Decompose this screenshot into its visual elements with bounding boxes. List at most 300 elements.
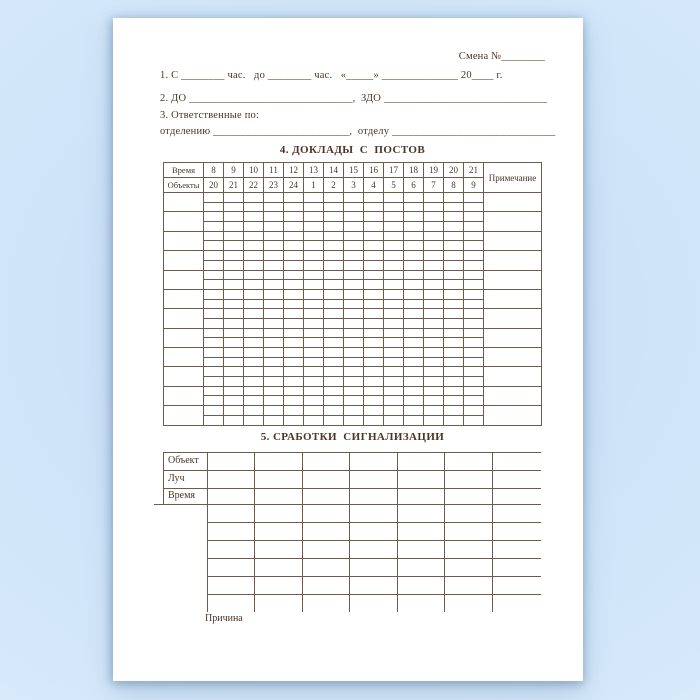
hour-cell (464, 415, 484, 425)
hour-cell (224, 270, 244, 280)
hour-cell (344, 328, 364, 338)
hour-cell (204, 289, 224, 299)
hour-cell (264, 270, 284, 280)
hour-cell (224, 386, 244, 396)
hour-cell (324, 318, 344, 328)
hour-bottom-header: 21 (224, 178, 244, 193)
hour-bottom-header: 22 (244, 178, 264, 193)
note-cell (484, 328, 542, 347)
hour-cell (444, 348, 464, 358)
note-cell (484, 386, 542, 405)
hour-top-header: 17 (384, 163, 404, 178)
hour-cell (384, 406, 404, 416)
hour-cell (344, 415, 364, 425)
hour-cell (464, 367, 484, 377)
hour-cell (444, 231, 464, 241)
hour-cell (304, 396, 324, 406)
hour-bottom-header: 5 (384, 178, 404, 193)
hour-cell (264, 222, 284, 232)
hour-cell (384, 270, 404, 280)
hour-top-header: 8 (204, 163, 224, 178)
hour-cell (384, 338, 404, 348)
hour-cell (204, 328, 224, 338)
hour-cell (464, 231, 484, 241)
hour-cell (264, 338, 284, 348)
hour-cell (424, 396, 444, 406)
grid-line (207, 558, 541, 559)
hour-cell (204, 318, 224, 328)
hour-cell (424, 357, 444, 367)
hour-cell (224, 328, 244, 338)
note-cell (484, 212, 542, 231)
hour-cell (264, 202, 284, 212)
hour-cell (304, 328, 324, 338)
hour-cell (404, 231, 424, 241)
hour-cell (344, 241, 364, 251)
hour-cell (384, 280, 404, 290)
hour-cell (464, 251, 484, 261)
hour-cell (224, 348, 244, 358)
form-line-do-zdo: 2. ДО ______________________________, ЗДО ______________________________ (160, 93, 548, 104)
hour-cell (204, 338, 224, 348)
hour-cell (424, 241, 444, 251)
hour-cell (244, 251, 264, 261)
note-cell (484, 367, 542, 386)
hour-cell (224, 406, 244, 416)
grid-line (207, 594, 541, 595)
note-cell (484, 231, 542, 250)
hour-cell (224, 193, 244, 203)
grid-line (444, 452, 445, 612)
hour-cell (464, 270, 484, 280)
hour-cell (284, 318, 304, 328)
hour-cell (344, 309, 364, 319)
object-cell (164, 406, 204, 425)
hour-cell (444, 357, 464, 367)
hour-cell (244, 377, 264, 387)
hour-cell (444, 309, 464, 319)
cause-label: Причина (205, 613, 243, 624)
hour-bottom-header: 8 (444, 178, 464, 193)
hour-cell (264, 260, 284, 270)
hour-cell (344, 377, 364, 387)
hour-cell (324, 299, 344, 309)
hour-cell (444, 406, 464, 416)
hour-cell (424, 338, 444, 348)
section-4-title: 4. ДОКЛАДЫ С ПОСТОВ (279, 144, 426, 156)
hour-cell (384, 415, 404, 425)
hour-cell (244, 280, 264, 290)
grid-line (207, 540, 541, 541)
hour-cell (304, 299, 324, 309)
hour-cell (244, 415, 264, 425)
hour-cell (244, 260, 264, 270)
hour-cell (324, 270, 344, 280)
hour-cell (384, 328, 404, 338)
hour-cell (404, 318, 424, 328)
hour-cell (324, 251, 344, 261)
hour-cell (224, 222, 244, 232)
hour-cell (244, 222, 264, 232)
hour-cell (344, 357, 364, 367)
hour-cell (244, 193, 264, 203)
hour-cell (224, 251, 244, 261)
hour-cell (464, 386, 484, 396)
hour-cell (224, 377, 244, 387)
hour-cell (384, 202, 404, 212)
note-cell (484, 289, 542, 308)
hour-cell (384, 251, 404, 261)
hour-cell (404, 367, 424, 377)
hour-cell (364, 328, 384, 338)
hour-cell (424, 280, 444, 290)
hour-cell (324, 212, 344, 222)
section-5-title: 5. СРАБОТКИ СИГНАЛИЗАЦИИ (260, 431, 445, 443)
object-cell (164, 270, 204, 289)
hour-cell (384, 318, 404, 328)
hour-cell (404, 377, 424, 387)
hour-cell (404, 357, 424, 367)
hour-cell (384, 260, 404, 270)
hour-cell (404, 348, 424, 358)
hour-cell (364, 396, 384, 406)
hour-top-header: 11 (264, 163, 284, 178)
hour-cell (364, 270, 384, 280)
hour-cell (244, 212, 264, 222)
hour-cell (464, 202, 484, 212)
hour-cell (384, 367, 404, 377)
hour-cell (424, 318, 444, 328)
form-line-shift-time: 1. С ________ час. до ________ час. «_____» ______________ 20____ г. (160, 70, 503, 81)
hour-cell (464, 241, 484, 251)
hour-cell (224, 280, 244, 290)
hour-cell (284, 222, 304, 232)
hour-cell (444, 338, 464, 348)
hour-cell (304, 289, 324, 299)
hour-cell (424, 328, 444, 338)
hour-cell (364, 280, 384, 290)
hour-cell (244, 328, 264, 338)
hour-cell (444, 367, 464, 377)
hour-cell (444, 396, 464, 406)
hour-cell (384, 231, 404, 241)
hour-cell (264, 328, 284, 338)
object-cell (164, 367, 204, 386)
hour-cell (264, 309, 284, 319)
grid-line (154, 504, 541, 505)
hour-cell (244, 318, 264, 328)
hour-cell (284, 396, 304, 406)
hour-cell (304, 270, 324, 280)
hour-cell (284, 328, 304, 338)
grid-line (207, 452, 208, 612)
hour-cell (464, 289, 484, 299)
hour-cell (384, 289, 404, 299)
hour-top-header: 12 (284, 163, 304, 178)
hour-cell (404, 212, 424, 222)
hour-cell (364, 348, 384, 358)
grid-line (492, 452, 493, 612)
hour-cell (344, 318, 364, 328)
hour-cell (404, 202, 424, 212)
hour-cell (464, 357, 484, 367)
hour-top-header: 19 (424, 163, 444, 178)
hour-cell (364, 193, 384, 203)
hour-cell (264, 377, 284, 387)
hour-cell (264, 415, 284, 425)
hour-cell (304, 377, 324, 387)
hour-cell (304, 222, 324, 232)
hour-cell (324, 377, 344, 387)
hour-cell (404, 260, 424, 270)
object-cell (164, 212, 204, 231)
object-cell (164, 193, 204, 212)
form-line-responsible: 3. Ответственные по: (160, 110, 260, 121)
hour-cell (464, 260, 484, 270)
hour-cell (464, 318, 484, 328)
hour-cell (384, 193, 404, 203)
hour-cell (364, 222, 384, 232)
hour-cell (284, 415, 304, 425)
note-cell (484, 270, 542, 289)
hour-cell (324, 348, 344, 358)
hour-cell (264, 318, 284, 328)
hour-cell (284, 280, 304, 290)
hour-cell (204, 386, 224, 396)
hour-cell (244, 231, 264, 241)
hour-bottom-header: 3 (344, 178, 364, 193)
hour-cell (244, 357, 264, 367)
hour-cell (444, 193, 464, 203)
hour-cell (264, 289, 284, 299)
hour-cell (424, 270, 444, 280)
hour-cell (284, 309, 304, 319)
hour-cell (324, 222, 344, 232)
hour-cell (304, 338, 324, 348)
hour-top-header: 13 (304, 163, 324, 178)
hour-cell (464, 328, 484, 338)
hour-cell (444, 222, 464, 232)
object-cell (164, 328, 204, 347)
hour-cell (304, 357, 324, 367)
hour-cell (264, 241, 284, 251)
hour-cell (304, 251, 324, 261)
hour-cell (404, 270, 424, 280)
hour-cell (404, 396, 424, 406)
hour-cell (444, 318, 464, 328)
hour-cell (284, 251, 304, 261)
grid-line (302, 452, 303, 612)
hour-cell (344, 367, 364, 377)
hour-cell (444, 202, 464, 212)
hour-cell (424, 367, 444, 377)
note-header: Примечание (484, 163, 542, 193)
hour-cell (304, 241, 324, 251)
hour-cell (264, 212, 284, 222)
hour-cell (364, 251, 384, 261)
hour-cell (304, 386, 324, 396)
hour-cell (364, 386, 384, 396)
hour-cell (364, 415, 384, 425)
hour-cell (404, 222, 424, 232)
hour-cell (344, 289, 364, 299)
hour-cell (264, 348, 284, 358)
hour-cell (204, 212, 224, 222)
hour-cell (204, 270, 224, 280)
hour-cell (444, 280, 464, 290)
hour-cell (324, 260, 344, 270)
hour-cell (224, 231, 244, 241)
alarm-row-label-ray: Луч (168, 473, 185, 484)
hour-cell (424, 193, 444, 203)
hour-cell (344, 202, 364, 212)
hour-cell (344, 348, 364, 358)
hour-top-header: 21 (464, 163, 484, 178)
hour-cell (244, 406, 264, 416)
hour-cell (364, 406, 384, 416)
hour-cell (264, 357, 284, 367)
note-cell (484, 348, 542, 367)
grid-line (163, 488, 541, 489)
hour-bottom-header: 20 (204, 178, 224, 193)
hour-cell (324, 309, 344, 319)
hour-bottom-header: 9 (464, 178, 484, 193)
hour-cell (344, 270, 364, 280)
hour-cell (304, 260, 324, 270)
hour-cell (344, 386, 364, 396)
hour-cell (204, 367, 224, 377)
hour-cell (244, 241, 264, 251)
hour-cell (384, 212, 404, 222)
hour-cell (204, 260, 224, 270)
alarm-row-label-time: Время (168, 490, 196, 501)
hour-cell (304, 406, 324, 416)
hour-cell (324, 280, 344, 290)
hour-cell (304, 231, 324, 241)
hour-cell (244, 338, 264, 348)
hour-cell (204, 280, 224, 290)
hour-cell (204, 396, 224, 406)
hour-cell (204, 231, 224, 241)
object-cell (164, 348, 204, 367)
hour-cell (364, 357, 384, 367)
hour-cell (244, 386, 264, 396)
alarm-row-label-object: Объект (168, 455, 199, 466)
hour-cell (204, 222, 224, 232)
hour-cell (364, 309, 384, 319)
hour-cell (204, 377, 224, 387)
hour-cell (444, 299, 464, 309)
hour-cell (264, 280, 284, 290)
alarms-grid (163, 452, 541, 624)
hour-cell (244, 367, 264, 377)
object-cell (164, 231, 204, 250)
hour-cell (264, 299, 284, 309)
hour-cell (204, 415, 224, 425)
hour-cell (404, 299, 424, 309)
note-cell (484, 193, 542, 212)
hour-cell (284, 212, 304, 222)
hour-cell (464, 348, 484, 358)
hour-cell (424, 415, 444, 425)
hour-top-header: 18 (404, 163, 424, 178)
hour-cell (304, 415, 324, 425)
grid-line (207, 522, 541, 523)
hour-cell (424, 289, 444, 299)
hour-cell (364, 338, 384, 348)
hour-cell (324, 396, 344, 406)
hour-cell (344, 251, 364, 261)
hour-cell (284, 270, 304, 280)
hour-cell (204, 299, 224, 309)
hour-cell (444, 415, 464, 425)
hour-cell (344, 406, 364, 416)
hour-cell (404, 386, 424, 396)
form-line-departments: отделению _________________________, отделу ______________________________ (160, 126, 556, 137)
hour-cell (224, 241, 244, 251)
hour-cell (424, 212, 444, 222)
hour-cell (404, 338, 424, 348)
note-cell (484, 251, 542, 270)
hour-cell (284, 406, 304, 416)
hour-cell (244, 348, 264, 358)
hour-cell (424, 299, 444, 309)
hour-cell (284, 299, 304, 309)
hour-cell (424, 251, 444, 261)
hour-bottom-header: 24 (284, 178, 304, 193)
hour-bottom-header: 2 (324, 178, 344, 193)
hour-cell (384, 377, 404, 387)
hour-cell (364, 231, 384, 241)
hour-cell (284, 241, 304, 251)
hour-bottom-header: 4 (364, 178, 384, 193)
hour-cell (424, 202, 444, 212)
hour-cell (364, 318, 384, 328)
hour-cell (224, 318, 244, 328)
hour-cell (364, 241, 384, 251)
hour-cell (424, 377, 444, 387)
hour-cell (324, 386, 344, 396)
hour-top-header: 20 (444, 163, 464, 178)
hour-cell (464, 280, 484, 290)
hour-cell (424, 309, 444, 319)
hour-cell (424, 406, 444, 416)
hour-cell (304, 202, 324, 212)
hour-cell (464, 299, 484, 309)
hour-cell (284, 377, 304, 387)
hour-cell (404, 251, 424, 261)
hour-cell (284, 231, 304, 241)
object-cell (164, 251, 204, 270)
hour-bottom-header: 7 (424, 178, 444, 193)
hour-cell (364, 299, 384, 309)
hour-cell (324, 415, 344, 425)
hour-cell (284, 367, 304, 377)
hour-cell (464, 338, 484, 348)
grid-line (207, 576, 541, 577)
hour-cell (264, 251, 284, 261)
hour-cell (284, 357, 304, 367)
hour-cell (464, 406, 484, 416)
hour-cell (284, 193, 304, 203)
hour-cell (444, 386, 464, 396)
hour-cell (444, 377, 464, 387)
hour-cell (384, 396, 404, 406)
hour-cell (224, 415, 244, 425)
hour-cell (404, 415, 424, 425)
hour-cell (264, 367, 284, 377)
hour-cell (444, 212, 464, 222)
